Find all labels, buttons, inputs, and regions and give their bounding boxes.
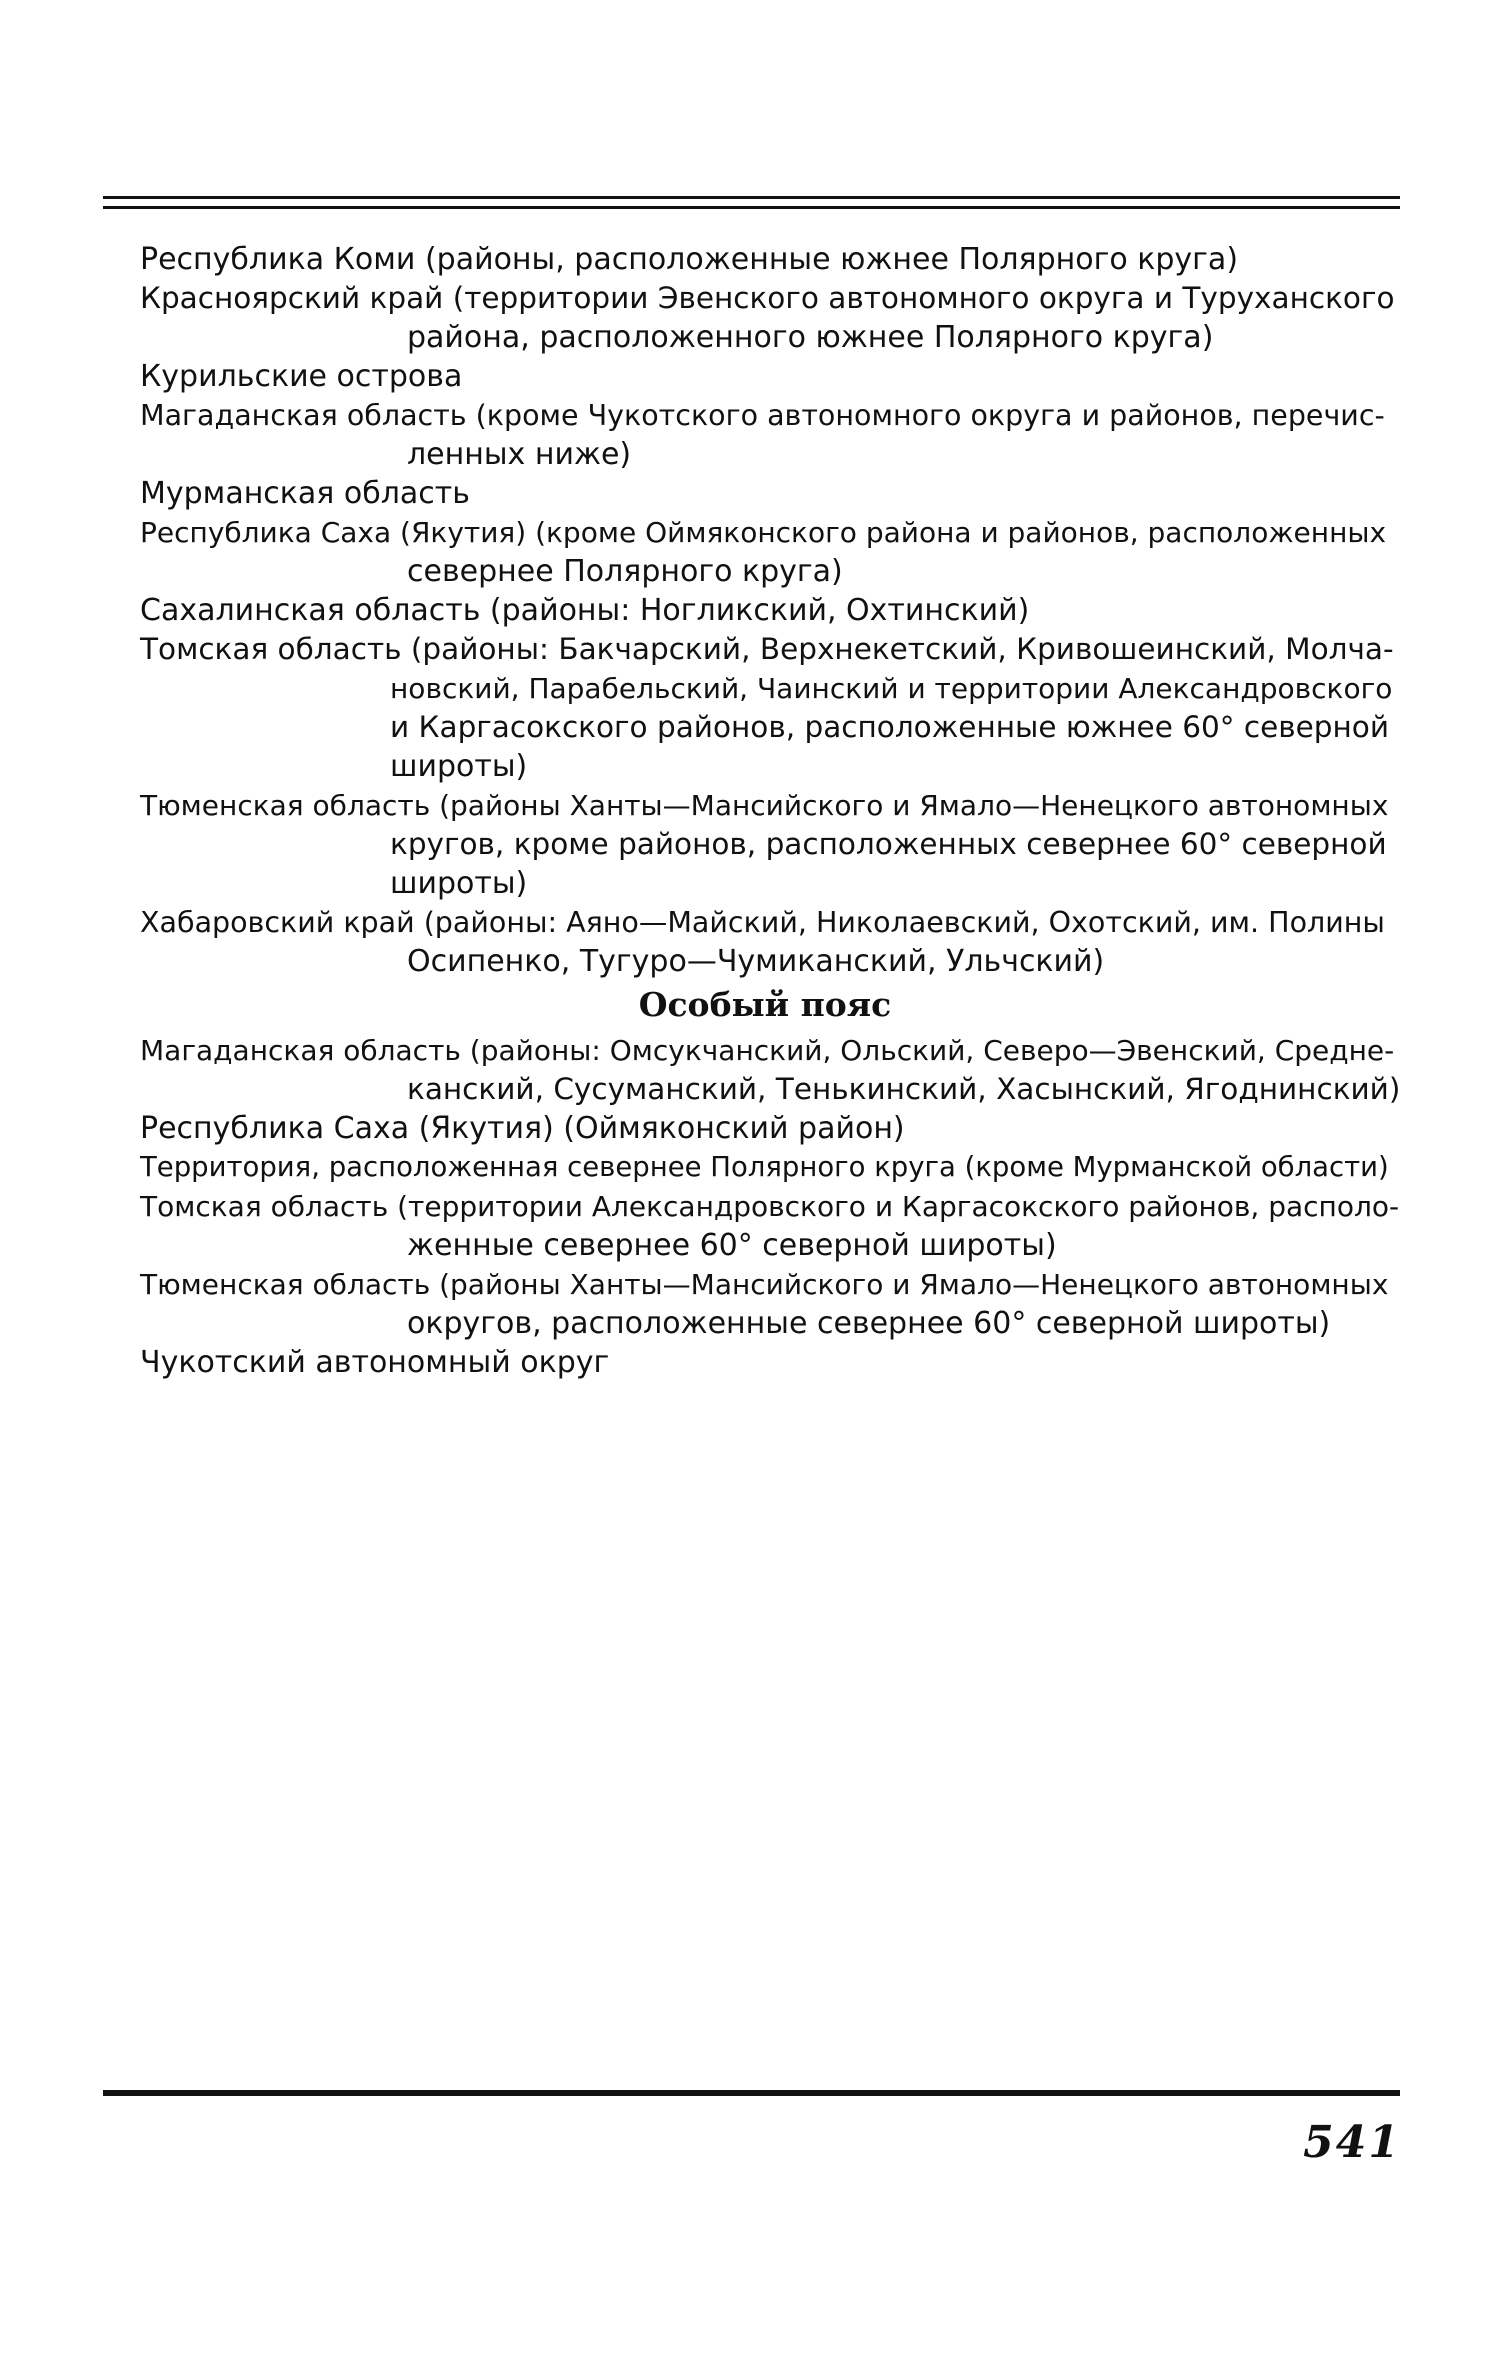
region-entry: [140, 279, 1400, 357]
region-entry: [140, 513, 1400, 591]
entry-line-continued: широты): [390, 866, 528, 901]
region-entry: [140, 396, 1400, 474]
entry-line: Томская область (территории Александровского и Каргасокского районов, располо-: [140, 1190, 1400, 1223]
region-entry: [140, 903, 1400, 981]
region-entry: [140, 1148, 1400, 1187]
header-rule-top: [103, 196, 1400, 199]
region-entry: [140, 1109, 1400, 1148]
region-entry: [140, 1343, 1400, 1382]
region-entry: [140, 786, 1400, 903]
entry-line-continued: новский, Парабельский, Чаинский и территории Александровского: [390, 672, 1393, 705]
section-2-list: [140, 1031, 1400, 1382]
entry-line: Чукотский автономный округ: [140, 1345, 610, 1380]
region-entry: [140, 591, 1400, 630]
region-entry: [140, 1187, 1400, 1265]
entry-line-continued: ленных ниже): [407, 437, 632, 472]
entry-line-continued: кругов, кроме районов, расположенных севернее 60° северной: [390, 827, 1387, 861]
page-number: 541: [1303, 2117, 1401, 2168]
entry-line: Республика Коми (районы, расположенные южнее Полярного круга): [140, 242, 1239, 277]
region-entry: [140, 1265, 1400, 1343]
entry-line-continued: и Каргасокского районов, расположенные южнее 60° северной: [390, 710, 1390, 744]
entry-line: Томская область (районы: Бакчарский, Верхнекетский, Кривошеинский, Молча-: [140, 632, 1394, 666]
entry-line: Курильские острова: [140, 359, 463, 394]
region-entry: [140, 240, 1400, 279]
entry-line-continued: севернее Полярного круга): [407, 554, 843, 589]
entry-line: Тюменская область (районы Ханты—Мансийского и Ямало—Ненецкого автономных: [140, 1268, 1389, 1301]
entry-line-continued: широты): [390, 749, 528, 784]
entry-line: Сахалинская область (районы: Ногликский, Охтинский): [140, 593, 1030, 628]
region-entry: [140, 1031, 1400, 1109]
page-content: [140, 240, 1400, 1382]
region-entry: [140, 357, 1400, 396]
entry-line-continued: женные севернее 60° северной широты): [407, 1228, 1057, 1263]
entry-line: Хабаровский край (районы: Аяно—Майский, Николаевский, Охотский, им. Полины: [140, 906, 1385, 939]
entry-line: Красноярский край (территории Эвенского автономного округа и Туруханского: [140, 281, 1395, 315]
footer-rule: [103, 2090, 1400, 2096]
entry-line: Мурманская область: [140, 476, 470, 511]
entry-line-continued: района, расположенного южнее Полярного круга): [407, 320, 1214, 355]
entry-line: Территория, расположенная севернее Полярного круга (кроме Мурманской области): [140, 1151, 1389, 1183]
entry-line-continued: Осипенко, Тугуро—Чумиканский, Ульчский): [407, 944, 1105, 979]
entry-line: Тюменская область (районы Ханты—Мансийского и Ямало—Ненецкого автономных: [140, 789, 1389, 822]
entry-line-continued: округов, расположенные севернее 60° северной широты): [407, 1306, 1331, 1341]
entry-line-continued: канский, Сусуманский, Тенькинский, Хасынский, Ягоднинский): [407, 1072, 1401, 1106]
section-heading-special-zone: Особый пояс: [638, 985, 892, 1024]
entry-line: Республика Саха (Якутия) (Оймяконский район): [140, 1111, 905, 1146]
header-rule-bottom: [103, 206, 1400, 209]
entry-line: Республика Саха (Якутия) (кроме Оймяконского района и районов, расположенных: [140, 516, 1387, 549]
region-entry: [140, 630, 1400, 786]
entry-line: Магаданская область (кроме Чукотского автономного округа и районов, перечис-: [140, 399, 1385, 432]
entry-line: Магаданская область (районы: Омсукчанский, Ольский, Северо—Эвенский, Средне-: [140, 1034, 1395, 1067]
section-1-list: [140, 240, 1400, 981]
region-entry: [140, 474, 1400, 513]
